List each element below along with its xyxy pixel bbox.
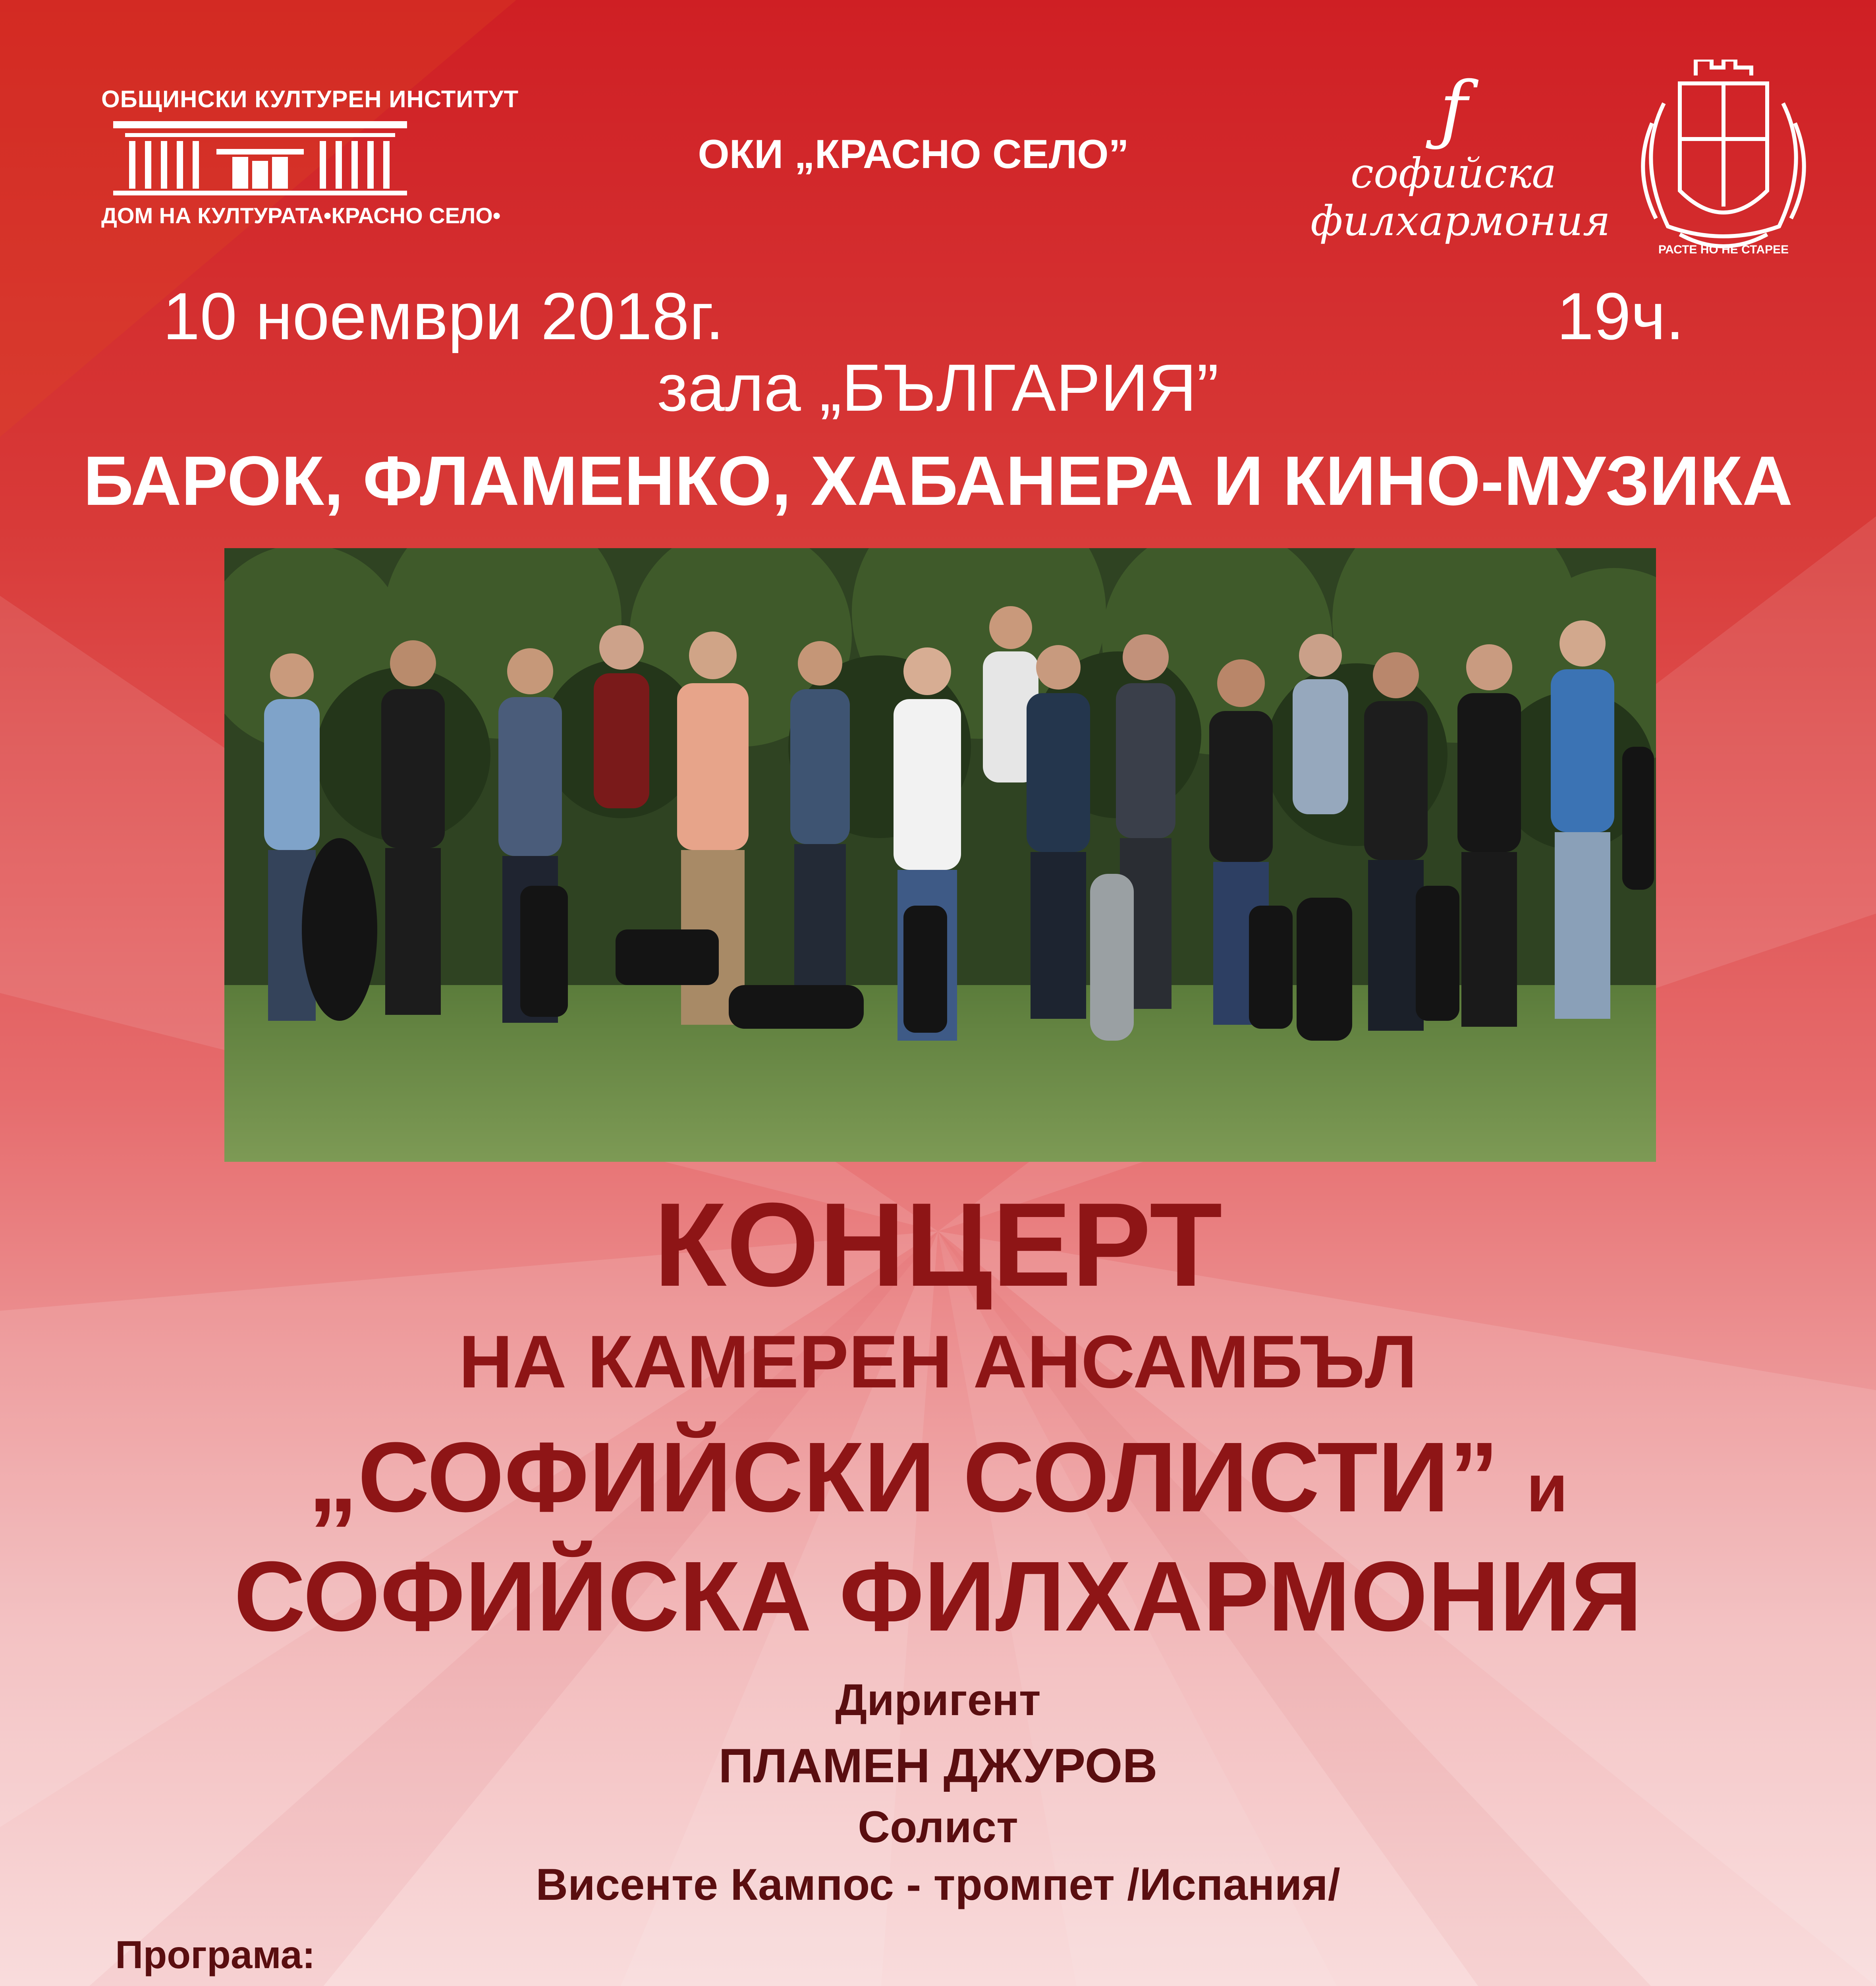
- event-time: 19ч.: [1557, 279, 1685, 354]
- coat-motto: РАСТЕ НО НЕ СТАРЕЕ: [1658, 243, 1789, 256]
- concert-soloists: [0, 1420, 1876, 1534]
- oki-logo: [101, 85, 519, 228]
- phil-logo-line1: софийска: [1350, 149, 1557, 197]
- and-word: и: [1526, 1451, 1568, 1526]
- sofia-philharmonic-logo: [1310, 66, 1611, 252]
- concert-ensemble: НА КАМЕРЕН АНСАМБЪЛ: [459, 1320, 1417, 1403]
- treble-f-icon: ƒ: [1439, 66, 1468, 153]
- soloists-name: „СОФИЙСКИ СОЛИСТИ”: [308, 1422, 1499, 1532]
- oki-title: ОКИ „КРАСНО СЕЛО”: [698, 131, 1129, 177]
- ensemble-photo: [224, 548, 1656, 1162]
- oki-logo-bottom-text: ДОМ НА КУЛТУРАТА•КРАСНО СЕЛО•: [101, 203, 501, 228]
- coat-of-arms-icon: [1620, 60, 1827, 258]
- concert-title: КОНЦЕРТ: [654, 1178, 1222, 1311]
- soloist-name: Висенте Кампос - тромпет /Испания/: [536, 1860, 1340, 1909]
- conductor-label: Диригент: [835, 1675, 1041, 1725]
- sofia-coat-of-arms: [1620, 60, 1827, 258]
- event-genres: БАРОК, ФЛАМЕНКО, ХАБАНЕРА И КИНО-МУЗИКА: [83, 442, 1793, 520]
- program-title: Програма:: [115, 1933, 315, 1976]
- culture-house-icon: [113, 117, 407, 197]
- oki-logo-top-text: ОБЩИНСКИ КУЛТУРЕН ИНСТИТУТ: [101, 86, 519, 112]
- concert-philharmonic: СОФИЙСКА ФИЛХАРМОНИЯ: [234, 1541, 1642, 1652]
- phil-logo-line2: филхармония: [1310, 197, 1611, 245]
- event-hall: зала „БЪЛГАРИЯ”: [657, 350, 1219, 425]
- conductor-name: ПЛАМЕН ДЖУРОВ: [718, 1739, 1158, 1793]
- event-date: 10 ноември 2018г.: [163, 279, 724, 354]
- ensemble-photo-illustration: [224, 548, 1656, 1162]
- soloist-label: Солист: [858, 1802, 1018, 1852]
